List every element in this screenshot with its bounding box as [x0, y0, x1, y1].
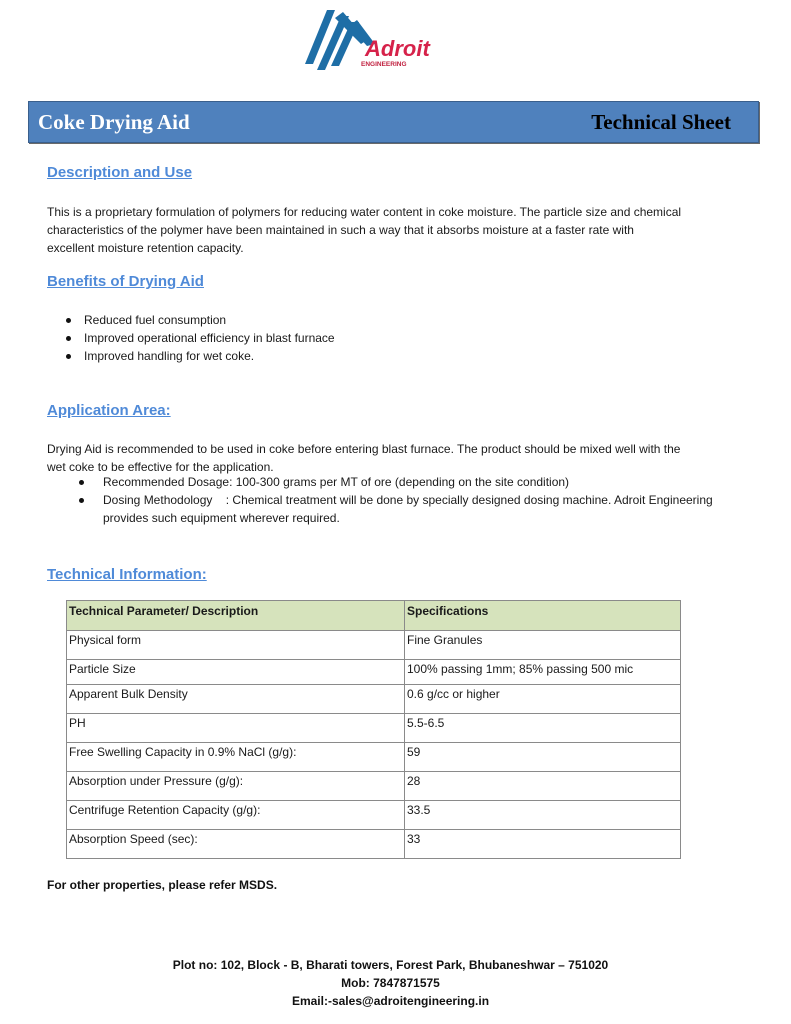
bullet-icon: [66, 336, 71, 341]
svg-text:ENGINEERING: ENGINEERING: [361, 61, 407, 68]
list-item: Recommended Dosage: 100-300 grams per MT of ore (depending on the site condition): [78, 473, 748, 491]
table-row: PH 5.5-6.5: [67, 714, 681, 743]
table-row: Physical form Fine Granules: [67, 631, 681, 660]
title-banner: [28, 101, 759, 143]
bullet-icon: [79, 480, 84, 485]
footer-email[interactable]: Email:-sales@adroitengineering.in: [291, 994, 490, 1008]
benefits-list: [66, 311, 335, 365]
msds-note: For other properties, please refer MSDS.: [47, 878, 278, 892]
application-line: wet coke to be effective for the application.: [47, 460, 274, 474]
description-paragraph: [47, 203, 747, 257]
table-row: Particle Size 100% passing 1mm; 85% passing 500 mic: [67, 660, 681, 685]
application-heading: Application Area:: [47, 402, 171, 419]
table-row: Absorption Speed (sec): 33: [67, 830, 681, 859]
bullet-icon: [66, 318, 71, 323]
table-row: Absorption under Pressure (g/g): 28: [67, 772, 681, 801]
list-item: Improved operational efficiency in blast furnace: [66, 329, 335, 347]
roof-stripes-icon: [305, 8, 445, 72]
product-title: Coke Drying Aid: [38, 110, 190, 134]
list-item: Improved handling for wet coke.: [66, 347, 335, 365]
document-type: Technical Sheet: [591, 110, 731, 134]
bullet-icon: [66, 354, 71, 359]
description-line: This is a proprietary formulation of polymers for reducing water content in coke moisture. The particle size and chemical: [47, 205, 682, 219]
list-item: Dosing Methodology : Chemical treatment will be done by specially designed dosing machine. Adroit Engineering provides such equipment wherever required.: [78, 491, 728, 527]
description-line: characteristics of the polymer have been maintained in such a way that it absorbs moisture at a faster rate with: [47, 223, 634, 237]
technical-heading: Technical Information:: [47, 566, 207, 583]
description-line: excellent moisture retention capacity.: [47, 241, 244, 255]
company-logo: [305, 8, 445, 72]
table-row: Centrifuge Retention Capacity (g/g): 33.5: [67, 801, 681, 830]
application-list: [78, 473, 748, 527]
footer-mobile: Mob: 7847871575: [341, 976, 440, 990]
footer-address: Plot no: 102, Block - B, Bharati towers, Forest Park, Bhubaneshwar – 751020: [172, 958, 609, 972]
table-row: Free Swelling Capacity in 0.9% NaCl (g/g): 59: [67, 743, 681, 772]
bullet-icon: [79, 498, 84, 503]
technical-table: [66, 600, 681, 859]
benefits-heading: Benefits of Drying Aid: [47, 273, 204, 290]
column-header: Specifications: [405, 601, 681, 631]
footer-contact: [0, 956, 781, 1010]
list-item: Reduced fuel consumption: [66, 311, 335, 329]
description-heading: Description and Use: [47, 164, 193, 181]
svg-text:Adroit: Adroit: [365, 36, 430, 61]
application-paragraph: [47, 440, 747, 476]
column-header: Technical Parameter/ Description: [67, 601, 405, 631]
table-row: Apparent Bulk Density 0.6 g/cc or higher: [67, 685, 681, 714]
table-header-row: [67, 601, 681, 631]
application-line: Drying Aid is recommended to be used in coke before entering blast furnace. The product should be mixed well with the: [47, 442, 681, 456]
